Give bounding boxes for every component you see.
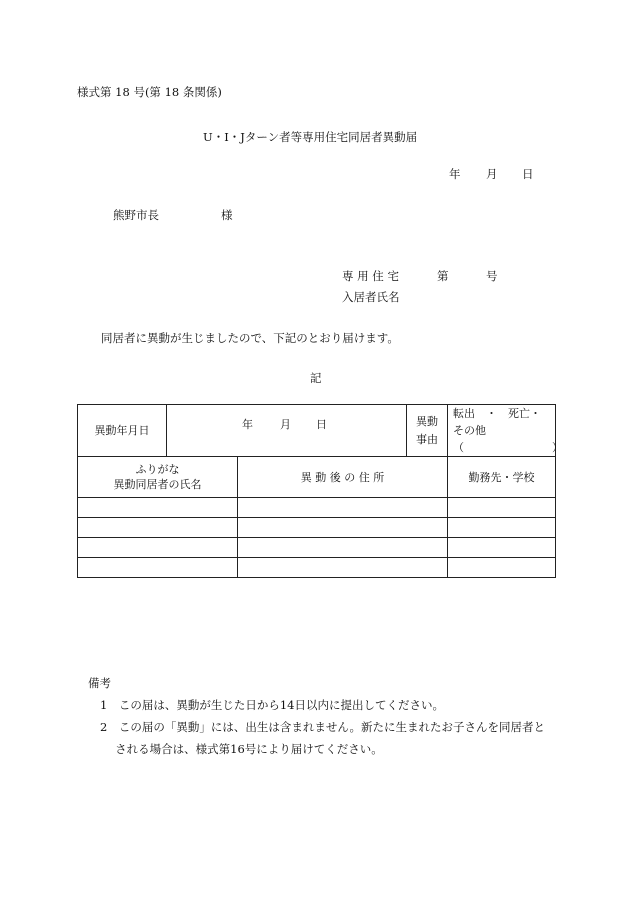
housing-go: 号 (486, 269, 498, 283)
address-cell[interactable] (238, 498, 448, 518)
housing-label: 専 用 住 宅 (342, 269, 399, 283)
address-cell[interactable] (238, 538, 448, 558)
housing-dai: 第 (437, 269, 449, 283)
header-row (78, 457, 556, 498)
page-title: U・I・Jターン者等専用住宅同居者異動届 (203, 130, 418, 144)
resident-name-label: 入居者氏名 (342, 290, 400, 304)
form-number: 様式第 18 号(第 18 条関係) (77, 85, 222, 99)
change-date-year: 年 (242, 418, 253, 431)
address-cell[interactable] (238, 518, 448, 538)
ki-heading: 記 (310, 371, 322, 385)
reason-value[interactable] (448, 405, 563, 457)
workplace-cell[interactable] (448, 558, 556, 578)
workplace-cell[interactable] (448, 538, 556, 558)
addressee-honorific: 様 (221, 208, 233, 222)
address-header: 異 動 後 の 住 所 (238, 457, 448, 498)
reason-label (407, 405, 448, 457)
table-row (78, 518, 556, 538)
table-row (78, 558, 556, 578)
change-table (77, 404, 563, 578)
name-cell[interactable] (78, 518, 238, 538)
workplace-header: 勤務先・学校 (448, 457, 556, 498)
addressee-name: 熊野市長 (113, 208, 159, 222)
workplace-cell[interactable] (448, 518, 556, 538)
date-month-label: 月 (486, 167, 498, 181)
notes-section (88, 672, 545, 760)
change-date-row (78, 405, 556, 457)
furigana-label: ふりがな (135, 463, 180, 476)
workplace-cell[interactable] (448, 498, 556, 518)
date-day-label: 日 (522, 167, 534, 181)
reason-line-2: その他（ ） (453, 424, 563, 454)
change-date-month: 月 (280, 418, 291, 431)
note-item-3: される場合は、様式第16号により届けてください。 (100, 742, 383, 756)
change-date-day: 日 (316, 418, 327, 431)
reason-label-line1: 異動 (416, 415, 438, 428)
notes-heading: 備考 (88, 676, 111, 690)
name-cell[interactable] (78, 498, 238, 518)
note-item-1: 1 この届は、異動が生じた日から14日以内に提出してください。 (100, 698, 444, 712)
table-row (78, 538, 556, 558)
change-date-value[interactable] (167, 405, 407, 457)
table-row (78, 498, 556, 518)
change-date-label: 異動年月日 (78, 405, 167, 457)
name-header (78, 457, 238, 498)
name-cell[interactable] (78, 558, 238, 578)
statement: 同居者に異動が生じましたので、下記のとおり届けます。 (101, 331, 399, 345)
date-year-label: 年 (449, 167, 461, 181)
name-cell[interactable] (78, 538, 238, 558)
address-cell[interactable] (238, 558, 448, 578)
reason-label-line2: 事由 (416, 433, 438, 446)
name-label: 異動同居者の氏名 (113, 478, 202, 491)
reason-line-1: 転出 ・ 死亡・ (453, 407, 541, 420)
note-item-2: 2 この届の「異動」には、出生は含まれません。新たに生まれたお子さんを同居者と (100, 720, 546, 734)
